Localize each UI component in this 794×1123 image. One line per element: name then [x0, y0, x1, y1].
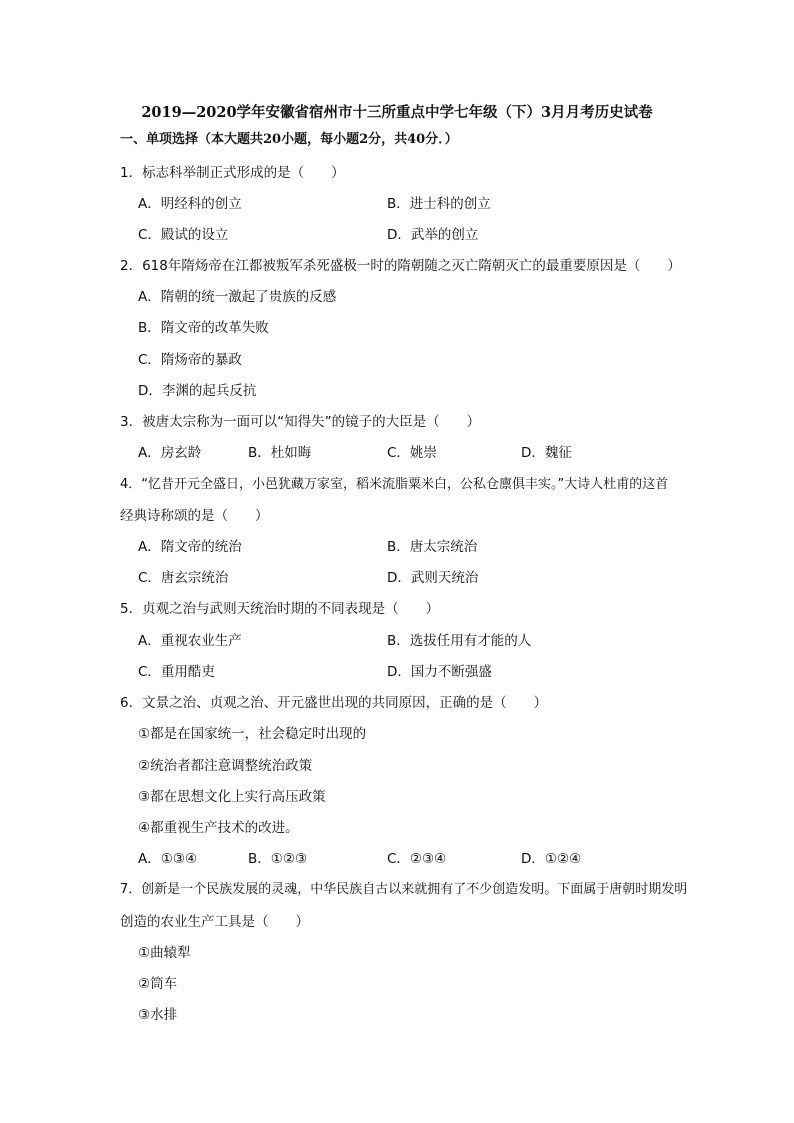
question-2-option-c: C．隋炀帝的暴政	[138, 352, 242, 368]
question-3-option-c: C．姚崇	[387, 445, 437, 461]
question-2-option-b: B．隋文帝的改革失败	[138, 320, 269, 336]
question-6-option-c: C．②③④	[387, 851, 447, 867]
question-6-option-a: A．①③④	[138, 851, 198, 867]
question-5-option-d: D．国力不断强盛	[387, 664, 492, 680]
question-6-statement-3: ③都在思想文化上实行高压政策	[138, 789, 326, 805]
question-1-option-b: B．进士科的创立	[387, 196, 491, 212]
question-7-stem-line-2: 创造的农业生产工具是（ ）	[120, 914, 309, 930]
question-3-stem: 3．被唐太宗称为一面可以“知得失”的镜子的大臣是（ ）	[120, 414, 481, 430]
question-5-option-a: A．重视农业生产	[138, 633, 242, 649]
question-1-option-d: D．武举的创立	[387, 227, 479, 243]
question-2-stem: 2．618年隋炀帝在江都被叛军杀死盛极一时的隋朝随之灭亡隋朝灭亡的最重要原因是（ ）	[120, 258, 681, 274]
question-6-option-b: B．①②③	[248, 851, 308, 867]
question-6-statement-4: ④都重视生产技术的改进。	[138, 820, 299, 836]
question-1-option-c: C．殿试的设立	[138, 227, 229, 243]
question-4-stem-line-2: 经典诗称颂的是（ ）	[120, 508, 269, 524]
question-4-option-a: A．隋文帝的统治	[138, 539, 242, 555]
question-2-option-d: D．李渊的起兵反抗	[138, 383, 257, 399]
question-5-stem: 5．贞观之治与武则天统治时期的不同表现是（ ）	[120, 601, 440, 617]
question-1-stem: 1．标志科举制正式形成的是（ ）	[120, 165, 345, 181]
exam-title: 2019—2020学年安徽省宿州市十三所重点中学七年级（下）3月月考历史试卷	[141, 104, 653, 121]
question-2-option-a: A．隋朝的统一激起了贵族的反感	[138, 289, 337, 305]
question-7-statement-1: ①曲辕犁	[138, 945, 191, 961]
question-7-statement-3: ③水排	[138, 1007, 178, 1023]
question-6-stem: 6．文景之治、贞观之治、开元盛世出现的共同原因，正确的是（ ）	[120, 695, 548, 711]
question-5-option-c: C．重用酷吏	[138, 664, 215, 680]
question-4-option-c: C．唐玄宗统治	[138, 570, 229, 586]
question-6-option-d: D．①②④	[521, 851, 582, 867]
question-3-option-b: B．杜如晦	[248, 445, 312, 461]
question-3-option-d: D．魏征	[521, 445, 572, 461]
question-4-stem-line-1: 4．“忆昔开元全盛日，小邑犹藏万家室，稻米流脂粟米白，公私仓廪俱丰实。”大诗人杜甫的这首	[120, 477, 669, 492]
question-4-option-b: B．唐太宗统治	[387, 539, 478, 555]
question-7-stem-line-1: 7．创新是一个民族发展的灵魂，中华民族自古以来就拥有了不少创造发明。下面属于唐朝时期发明	[120, 882, 688, 897]
section-heading: 一、单项选择（本大题共20小题，每小题2分，共40分．）	[120, 132, 458, 147]
question-1-option-a: A．明经科的创立	[138, 196, 242, 212]
question-5-option-b: B．选拔任用有才能的人	[387, 633, 532, 649]
question-6-statement-2: ②统治者都注意调整统治政策	[138, 758, 313, 774]
question-6-statement-1: ①都是在国家统一，社会稳定时出现的	[138, 726, 367, 742]
question-4-option-d: D．武则天统治	[387, 570, 479, 586]
question-7-statement-2: ②筒车	[138, 976, 178, 992]
question-3-option-a: A．房玄龄	[138, 445, 202, 461]
